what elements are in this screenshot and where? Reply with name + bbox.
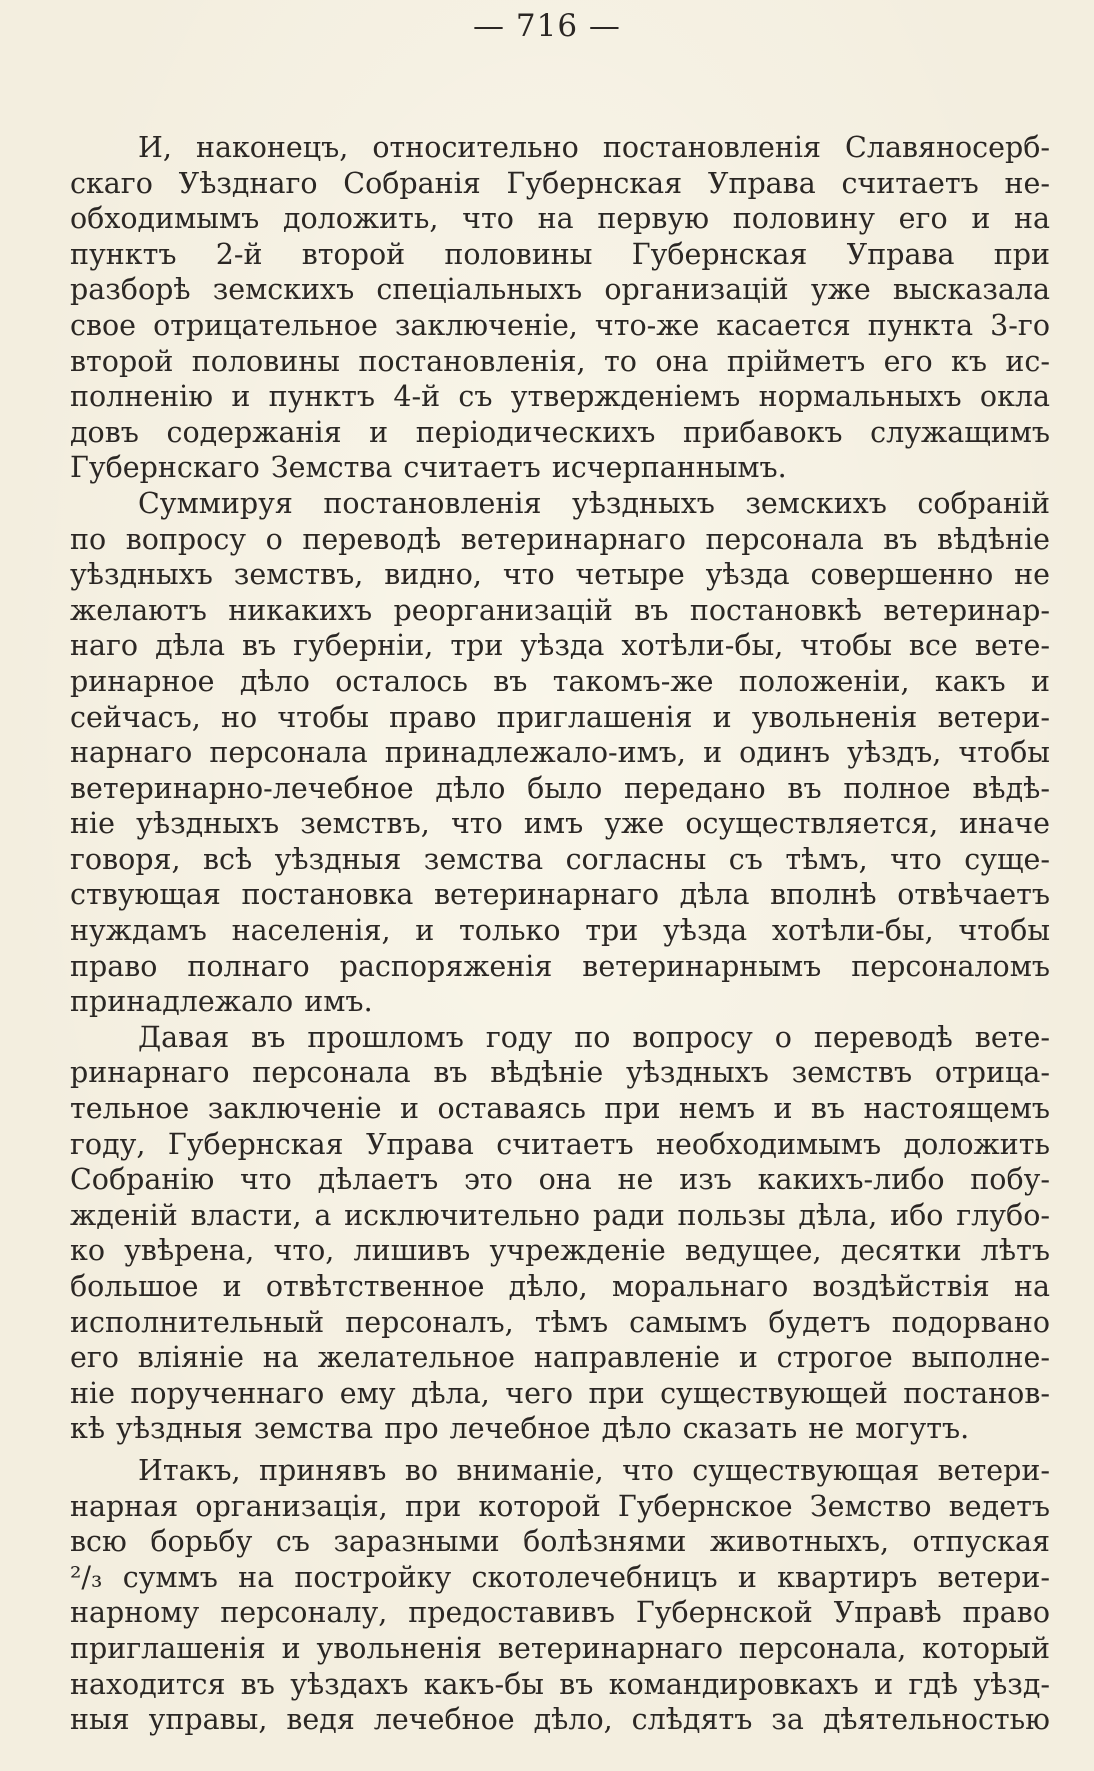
text-line: желаютъ никакихъ реорганизацій въ постановкѣ ветеринар- (70, 593, 1050, 627)
text-line: Давая въ прошломъ году по вопросу о переводѣ вете- (138, 1020, 1050, 1054)
text-line: говоря, всѣ уѣздныя земства согласны съ тѣмъ, что суще- (70, 842, 1050, 876)
text-line: наго дѣла въ губерніи, три уѣзда хотѣли-бы, чтобы все вете- (70, 629, 1050, 663)
text-line: ринарное дѣло осталось въ такомъ-же положеніи, какъ и (70, 664, 1050, 698)
text-line: кѣ уѣздныя земства про лечебное дѣло сказать не могутъ. (70, 1412, 970, 1446)
text-line: находится въ уѣздахъ какъ-бы въ командировкахъ и гдѣ уѣзд- (70, 1667, 1050, 1701)
text-line: уѣздныхъ земствъ, видно, что четыре уѣзда совершенно не (70, 558, 1050, 592)
page-number: — 716 — (473, 8, 621, 44)
text-line: ствующая постановка ветеринарнаго дѣла вполнѣ отвѣчаетъ (70, 878, 1050, 912)
text-line: ²/₃ суммъ на постройку скотолечебницъ и квартиръ ветери- (70, 1560, 1050, 1594)
text-line: исполнительный персоналъ, тѣмъ самымъ будетъ подорвано (70, 1305, 1050, 1339)
text-line: нарная организація, при которой Губернское Земство ведетъ (70, 1489, 1050, 1523)
text-line: И, наконецъ, относительно постановленія Славяносерб- (138, 131, 1050, 164)
text-line: жденій власти, а исключительно ради пользы дѣла, ибо глубо- (70, 1198, 1050, 1232)
text-line: большое и отвѣтственное дѣло, моральнаго воздѣйствія на (70, 1270, 1050, 1303)
text-line: Итакъ, принявъ во вниманіе, что существующая ветери- (138, 1453, 1050, 1487)
text-line: обходимымъ доложить, что на первую половину его и на (70, 202, 1050, 236)
text-line: по вопросу о переводѣ ветеринарнаго персонала въ вѣдѣніе (70, 522, 1050, 556)
text-line: разборѣ земскихъ спеціальныхъ организацій уже высказала (70, 273, 1050, 307)
paragraph (70, 130, 1050, 486)
text-line: принадлежало имъ. (70, 985, 373, 1019)
text-line: ветеринарно-лечебное дѣло было передано въ полное вѣдѣ- (70, 771, 1050, 805)
text-line: свое отрицательное заключеніе, что-же касается пункта 3-го (70, 308, 1050, 342)
paragraph (70, 1453, 1050, 1738)
text-line: ко увѣрена, что, лишивъ учрежденіе ведущее, десятки лѣтъ (70, 1234, 1050, 1268)
text-line: приглашенія и увольненія ветеринарнаго персонала, который (70, 1631, 1050, 1665)
text-line: полненію и пунктъ 4-й съ утвержденіемъ нормальныхъ окла (70, 380, 1050, 414)
text-line: ніе порученнаго ему дѣла, чего при существующей постанов- (70, 1376, 1050, 1410)
text-line: нарнаго персонала принадлежало-имъ, и одинъ уѣздъ, чтобы (70, 736, 1050, 770)
text-line: второй половины постановленія, то она прійметъ его къ ис- (70, 344, 1050, 378)
text-line: Губернскаго Земства считаетъ исчерпаннымъ. (70, 451, 787, 485)
text-line: Собранію что дѣлаетъ это она не изъ какихъ-либо побу- (70, 1163, 1050, 1197)
text-line: сейчасъ, но чтобы право приглашенія и увольненія ветери- (70, 700, 1050, 734)
text-line: ніе уѣздныхъ земствъ, что имъ уже осуществляется, иначе (70, 807, 1050, 841)
text-line: нарному персоналу, предоставивъ Губернской Управѣ право (70, 1596, 1050, 1630)
text-line: нуждамъ населенія, и только три уѣзда хотѣли-бы, чтобы (70, 914, 1050, 948)
text-line: его вліяніе на желательное направленіе и строгое выполне- (70, 1341, 1050, 1375)
paragraph (70, 1020, 1050, 1447)
text-line: всю борьбу съ заразными болѣзнями животныхъ, отпуская (70, 1525, 1050, 1559)
text-line: ныя управы, ведя лечебное дѣло, слѣдятъ за дѣятельностью (70, 1703, 1050, 1737)
text-line: году, Губернская Управа считаетъ необходимымъ доложить (70, 1127, 1050, 1161)
body-text (70, 130, 1050, 1738)
text-line: ринарнаго персонала въ вѣдѣніе уѣздныхъ земствъ отрица- (70, 1056, 1050, 1090)
text-line: Суммируя постановленія уѣздныхъ земскихъ собраній (138, 486, 1050, 520)
text-line: пунктъ 2-й второй половины Губернская Управа при (70, 237, 1050, 271)
text-line: довъ содержанія и періодическихъ прибавокъ служащимъ (70, 415, 1050, 449)
paragraph (70, 486, 1050, 1020)
text-line: право полнаго распоряженія ветеринарнымъ персоналомъ (70, 949, 1050, 983)
text-line: тельное заключеніе и оставаясь при немъ и въ настоящемъ (70, 1092, 1050, 1126)
text-line: скаго Уѣзднаго Собранія Губернская Управа считаетъ не- (70, 166, 1050, 200)
